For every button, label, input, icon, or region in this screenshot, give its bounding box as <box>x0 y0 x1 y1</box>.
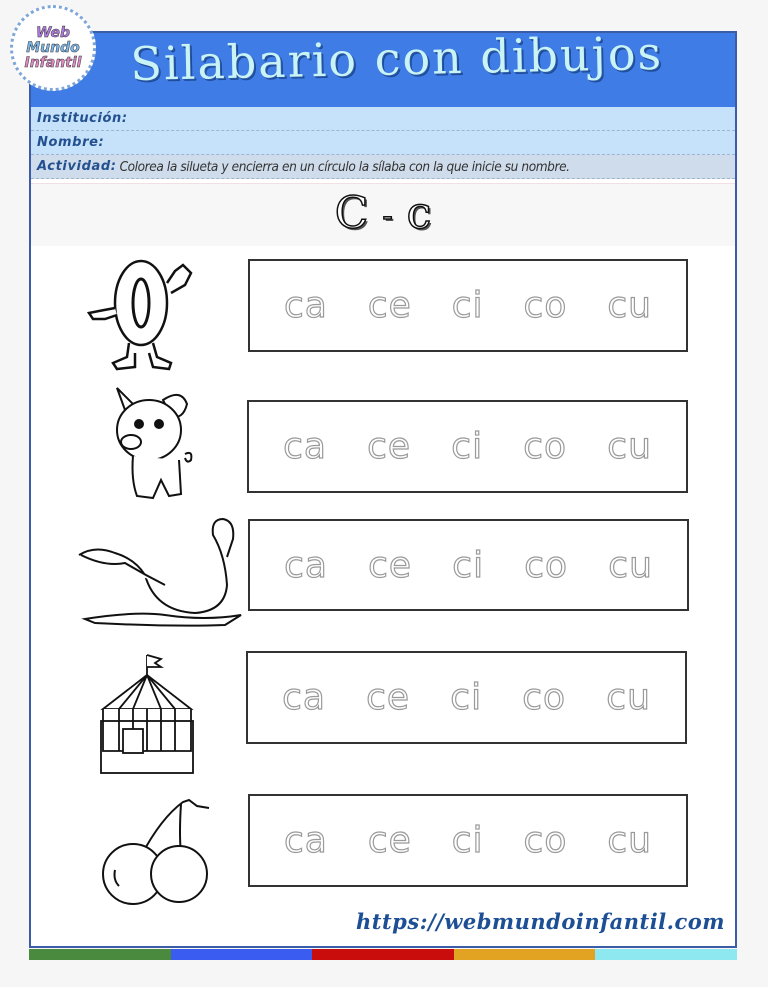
syllable-ci[interactable]: ci <box>451 820 484 861</box>
swan-icon <box>75 515 245 627</box>
letter-band <box>31 183 735 246</box>
institucion-label: Institución: <box>37 111 128 126</box>
syllable-ca[interactable]: ca <box>283 820 328 861</box>
syllable-box <box>246 651 687 744</box>
syllable-row <box>31 513 735 633</box>
syllable-co[interactable]: co <box>524 544 569 586</box>
syllable-cu[interactable]: cu <box>607 820 652 861</box>
website-url-link[interactable]: https://webmundoinfantil.com <box>356 909 725 934</box>
stripe-cyan <box>595 949 737 960</box>
color-stripe <box>29 949 737 960</box>
syllable-co[interactable]: co <box>523 820 568 861</box>
actividad-row <box>31 155 735 179</box>
syllable-co[interactable]: co <box>523 285 568 326</box>
circus-tent-icon <box>99 651 195 775</box>
stripe-red <box>312 949 454 960</box>
syllable-ci[interactable]: ci <box>451 426 484 467</box>
worksheet <box>29 25 737 948</box>
zero-character-icon <box>83 253 193 371</box>
syllable-ca[interactable]: ca <box>283 285 328 326</box>
syllable-row <box>31 645 735 780</box>
page-title: Silabario con dibujos <box>129 25 664 92</box>
syllable-cu[interactable]: cu <box>607 285 652 326</box>
stripe-green <box>29 949 171 960</box>
syllable-ce[interactable]: ce <box>367 285 412 326</box>
letter-separator: - <box>382 199 393 234</box>
logo-line-1: Web <box>35 24 71 41</box>
syllable-ci[interactable]: ci <box>452 544 485 586</box>
letter-heading <box>31 188 735 239</box>
syllable-row <box>31 790 735 910</box>
syllable-ce[interactable]: ce <box>366 677 411 718</box>
syllable-ci[interactable]: ci <box>450 677 483 718</box>
syllable-ce[interactable]: ce <box>367 820 412 861</box>
nombre-row[interactable] <box>31 131 735 155</box>
syllable-ca[interactable]: ca <box>284 544 328 586</box>
syllable-ca[interactable]: ca <box>282 677 326 718</box>
actividad-instructions: Colorea la silueta y encierra en un círculo la sílaba con la que inicie su nombre. <box>119 158 570 175</box>
syllable-box <box>248 259 688 352</box>
nombre-label: Nombre: <box>37 135 105 150</box>
syllable-cu[interactable]: cu <box>606 677 651 718</box>
uppercase-letter: C <box>334 188 369 239</box>
info-fields <box>31 107 735 179</box>
stripe-blue <box>171 949 313 960</box>
logo-line-3: Infantil <box>24 54 82 71</box>
syllable-box <box>248 794 688 887</box>
syllable-ce[interactable]: ce <box>368 544 413 586</box>
syllable-ca[interactable]: ca <box>283 426 327 467</box>
syllable-ce[interactable]: ce <box>367 426 412 467</box>
syllable-box <box>248 519 689 611</box>
syllable-cu[interactable]: cu <box>608 544 653 586</box>
pig-icon <box>103 380 203 504</box>
cherries-icon <box>101 794 217 906</box>
syllable-box <box>247 400 688 493</box>
syllable-cu[interactable]: cu <box>607 426 652 467</box>
logo-line-2: Mundo <box>26 39 80 56</box>
syllable-ci[interactable]: ci <box>451 285 484 326</box>
stripe-orange <box>454 949 596 960</box>
web-mundo-infantil-logo <box>10 5 96 91</box>
actividad-label: Actividad: <box>37 159 117 174</box>
institucion-row[interactable] <box>31 107 735 131</box>
lowercase-letter: c <box>406 188 432 239</box>
syllable-co[interactable]: co <box>523 426 568 467</box>
syllable-row <box>31 251 735 376</box>
syllable-co[interactable]: co <box>522 677 567 718</box>
syllable-row <box>31 378 735 508</box>
